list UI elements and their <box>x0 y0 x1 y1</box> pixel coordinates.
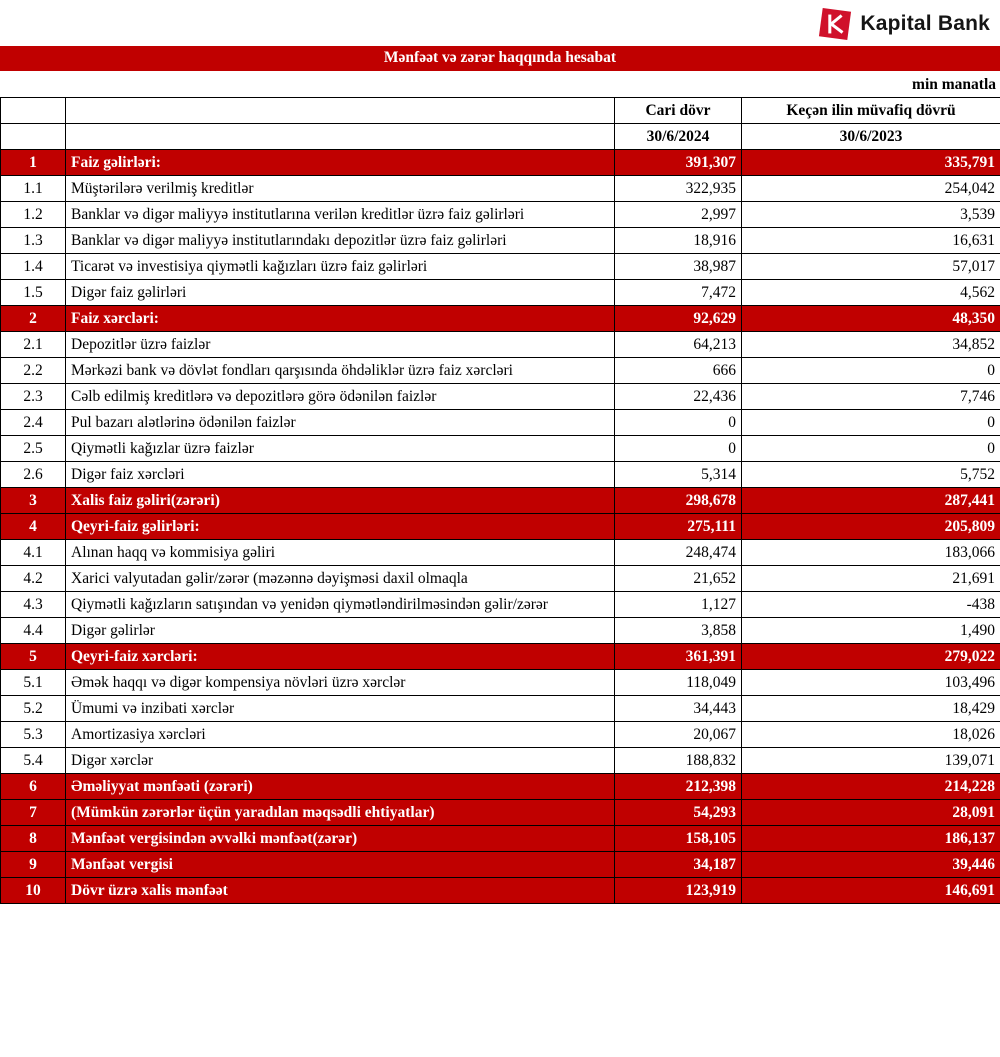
current-value: 34,187 <box>615 852 742 878</box>
table-date-row <box>1 124 1000 150</box>
table-row <box>1 748 1000 774</box>
row-label: Xarici valyutadan gəlir/zərər (məzənnə dəyişməsi daxil olmaqla <box>66 566 615 592</box>
current-value: 7,472 <box>615 280 742 306</box>
previous-value: 18,026 <box>742 722 1000 748</box>
previous-value: 214,228 <box>742 774 1000 800</box>
table-row <box>1 436 1000 462</box>
header-current-date: 30/6/2024 <box>615 124 742 150</box>
current-value: 22,436 <box>615 384 742 410</box>
row-number: 5.2 <box>1 696 66 722</box>
current-value: 1,127 <box>615 592 742 618</box>
previous-value: 18,429 <box>742 696 1000 722</box>
row-label: (Mümkün zərərlər üçün yaradılan məqsədli ehtiyatlar) <box>66 800 615 826</box>
row-label: Qeyri-faiz gəlirləri: <box>66 514 615 540</box>
section-total-row <box>1 306 1000 332</box>
row-label: Alınan haqq və kommisiya gəliri <box>66 540 615 566</box>
previous-value: 205,809 <box>742 514 1000 540</box>
section-total-row <box>1 514 1000 540</box>
row-number: 2.2 <box>1 358 66 384</box>
row-number: 4 <box>1 514 66 540</box>
previous-value: 279,022 <box>742 644 1000 670</box>
table-row <box>1 202 1000 228</box>
previous-value: 39,446 <box>742 852 1000 878</box>
previous-value: 34,852 <box>742 332 1000 358</box>
current-value: 54,293 <box>615 800 742 826</box>
table-row <box>1 176 1000 202</box>
current-value: 361,391 <box>615 644 742 670</box>
previous-value: 254,042 <box>742 176 1000 202</box>
previous-value: 57,017 <box>742 254 1000 280</box>
table-row <box>1 618 1000 644</box>
row-label: Banklar və digər maliyyə institutlarındakı depozitlər üzrə faiz gəlirləri <box>66 228 615 254</box>
previous-value: 335,791 <box>742 150 1000 176</box>
row-number: 1.3 <box>1 228 66 254</box>
header-current-period: Cari dövr <box>615 98 742 124</box>
row-number: 4.2 <box>1 566 66 592</box>
section-total-row <box>1 488 1000 514</box>
previous-value: -438 <box>742 592 1000 618</box>
row-number: 2.5 <box>1 436 66 462</box>
table-row <box>1 540 1000 566</box>
kapital-bank-logo <box>818 7 990 41</box>
row-number: 5 <box>1 644 66 670</box>
current-value: 158,105 <box>615 826 742 852</box>
row-label: Cəlb edilmiş kreditlərə və depozitlərə görə ödənilən faizlər <box>66 384 615 410</box>
current-value: 123,919 <box>615 878 742 904</box>
current-value: 2,997 <box>615 202 742 228</box>
previous-value: 21,691 <box>742 566 1000 592</box>
previous-value: 28,091 <box>742 800 1000 826</box>
header-previous-date: 30/6/2023 <box>742 124 1000 150</box>
row-number: 6 <box>1 774 66 800</box>
table-header-row <box>1 98 1000 124</box>
row-number: 9 <box>1 852 66 878</box>
previous-value: 48,350 <box>742 306 1000 332</box>
previous-value: 103,496 <box>742 670 1000 696</box>
section-total-row <box>1 826 1000 852</box>
table-row <box>1 462 1000 488</box>
table-row <box>1 358 1000 384</box>
current-value: 118,049 <box>615 670 742 696</box>
current-value: 34,443 <box>615 696 742 722</box>
row-number: 1 <box>1 150 66 176</box>
row-number: 7 <box>1 800 66 826</box>
table-row <box>1 592 1000 618</box>
previous-value: 3,539 <box>742 202 1000 228</box>
previous-value: 0 <box>742 436 1000 462</box>
previous-value: 0 <box>742 410 1000 436</box>
row-label: Əmək haqqı və digər kompensiya növləri üzrə xərclər <box>66 670 615 696</box>
previous-value: 0 <box>742 358 1000 384</box>
header-previous-period: Keçən ilin müvafiq dövrü <box>742 98 1000 124</box>
row-number: 1.4 <box>1 254 66 280</box>
row-number: 2 <box>1 306 66 332</box>
row-label: Pul bazarı alətlərinə ödənilən faizlər <box>66 410 615 436</box>
row-label: Qiymətli kağızlar üzrə faizlər <box>66 436 615 462</box>
row-label: Depozitlər üzrə faizlər <box>66 332 615 358</box>
previous-value: 7,746 <box>742 384 1000 410</box>
logo-row <box>0 0 1000 46</box>
row-label: Digər faiz xərcləri <box>66 462 615 488</box>
row-label: Digər gəlirlər <box>66 618 615 644</box>
current-value: 21,652 <box>615 566 742 592</box>
row-label: Ümumi və inzibati xərclər <box>66 696 615 722</box>
row-number: 2.1 <box>1 332 66 358</box>
current-value: 188,832 <box>615 748 742 774</box>
section-total-row <box>1 852 1000 878</box>
row-number: 4.3 <box>1 592 66 618</box>
row-number: 4.1 <box>1 540 66 566</box>
row-label: Digər faiz gəlirləri <box>66 280 615 306</box>
row-label: Qeyri-faiz xərcləri: <box>66 644 615 670</box>
section-total-row <box>1 150 1000 176</box>
row-label: Mənfəət vergisi <box>66 852 615 878</box>
table-row <box>1 228 1000 254</box>
date-empty-desc <box>66 124 615 150</box>
current-value: 0 <box>615 410 742 436</box>
kapital-bank-logo-icon <box>818 7 852 41</box>
section-total-row <box>1 878 1000 904</box>
row-number: 3 <box>1 488 66 514</box>
date-empty-num <box>1 124 66 150</box>
row-label: Əməliyyat mənfəəti (zərəri) <box>66 774 615 800</box>
current-value: 666 <box>615 358 742 384</box>
previous-value: 287,441 <box>742 488 1000 514</box>
table-body <box>1 150 1000 904</box>
row-label: Qiymətli kağızların satışından və yenidən qiymətləndirilməsindən gəlir/zərər <box>66 592 615 618</box>
report-title-bar <box>0 46 1000 71</box>
section-total-row <box>1 644 1000 670</box>
row-label: Faiz xərcləri: <box>66 306 615 332</box>
previous-value: 1,490 <box>742 618 1000 644</box>
table-row <box>1 332 1000 358</box>
current-value: 64,213 <box>615 332 742 358</box>
previous-value: 16,631 <box>742 228 1000 254</box>
previous-value: 146,691 <box>742 878 1000 904</box>
header-empty-num <box>1 98 66 124</box>
current-value: 391,307 <box>615 150 742 176</box>
previous-value: 4,562 <box>742 280 1000 306</box>
row-label: Amortizasiya xərcləri <box>66 722 615 748</box>
previous-value: 183,066 <box>742 540 1000 566</box>
row-label: Faiz gəlirləri: <box>66 150 615 176</box>
current-value: 298,678 <box>615 488 742 514</box>
table-row <box>1 280 1000 306</box>
current-value: 212,398 <box>615 774 742 800</box>
current-value: 322,935 <box>615 176 742 202</box>
row-label: Xalis faiz gəliri(zərəri) <box>66 488 615 514</box>
current-value: 3,858 <box>615 618 742 644</box>
current-value: 5,314 <box>615 462 742 488</box>
row-label: Mənfəət vergisindən əvvəlki mənfəət(zərər) <box>66 826 615 852</box>
current-value: 38,987 <box>615 254 742 280</box>
section-total-row <box>1 800 1000 826</box>
row-number: 1.2 <box>1 202 66 228</box>
bank-name: Kapital Bank <box>860 12 990 35</box>
row-number: 4.4 <box>1 618 66 644</box>
table-row <box>1 566 1000 592</box>
table-row <box>1 696 1000 722</box>
profit-loss-table <box>0 97 1000 904</box>
table-row <box>1 670 1000 696</box>
unit-note: min manatla <box>912 76 996 93</box>
row-label: Digər xərclər <box>66 748 615 774</box>
row-number: 2.4 <box>1 410 66 436</box>
previous-value: 186,137 <box>742 826 1000 852</box>
table-row <box>1 254 1000 280</box>
row-number: 8 <box>1 826 66 852</box>
row-number: 2.6 <box>1 462 66 488</box>
table-row <box>1 410 1000 436</box>
row-number: 2.3 <box>1 384 66 410</box>
current-value: 18,916 <box>615 228 742 254</box>
table-row <box>1 384 1000 410</box>
table-row <box>1 722 1000 748</box>
row-number: 5.4 <box>1 748 66 774</box>
row-label: Müştərilərə verilmiş kreditlər <box>66 176 615 202</box>
row-number: 5.3 <box>1 722 66 748</box>
current-value: 20,067 <box>615 722 742 748</box>
current-value: 0 <box>615 436 742 462</box>
current-value: 92,629 <box>615 306 742 332</box>
previous-value: 5,752 <box>742 462 1000 488</box>
row-label: Banklar və digər maliyyə institutlarına verilən kreditlər üzrə faiz gəlirləri <box>66 202 615 228</box>
row-label: Dövr üzrə xalis mənfəət <box>66 878 615 904</box>
report-title: Mənfəət və zərər haqqında hesabat <box>383 49 617 66</box>
row-number: 5.1 <box>1 670 66 696</box>
previous-value: 139,071 <box>742 748 1000 774</box>
row-number: 1.1 <box>1 176 66 202</box>
row-label: Mərkəzi bank və dövlət fondları qarşısında öhdəliklər üzrə faiz xərcləri <box>66 358 615 384</box>
current-value: 275,111 <box>615 514 742 540</box>
row-label: Ticarət və investisiya qiymətli kağızları üzrə faiz gəlirləri <box>66 254 615 280</box>
header-empty-desc <box>66 98 615 124</box>
current-value: 248,474 <box>615 540 742 566</box>
row-number: 1.5 <box>1 280 66 306</box>
row-number: 10 <box>1 878 66 904</box>
section-total-row <box>1 774 1000 800</box>
